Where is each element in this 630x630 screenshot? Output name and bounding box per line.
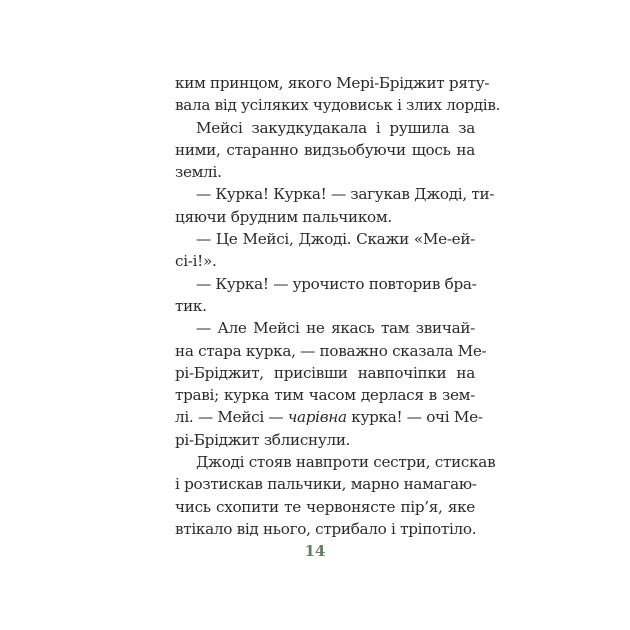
- text-line: вала від усіляких чудовиськ і злих лордів.: [175, 96, 501, 115]
- text-line: цяючи брудним пальчиком.: [175, 207, 392, 226]
- text-line: рі-Бріджит, присівши навпочіпки на: [175, 363, 475, 382]
- text-line: і розтискав пальчики, марно намагаю-: [175, 475, 477, 494]
- text-line: [175, 406, 483, 428]
- text-line: Джоді стояв навпроти сестри, стискав: [196, 453, 496, 472]
- text-line: траві; курка тим часом дерлася в зем-: [175, 386, 475, 405]
- text-line: тик.: [175, 296, 207, 315]
- page-body: [175, 72, 501, 540]
- text-segment: курка! — очі Ме-: [346, 408, 483, 427]
- text-line: — Це Мейсі, Джоді. Скажи «Ме-ей-: [196, 230, 475, 249]
- text-line: — Курка! Курка! — загукав Джоді, ти-: [196, 185, 495, 204]
- text-line: ними, старанно видзьобуючи щось на: [175, 140, 475, 159]
- text-line: сі-і!».: [175, 252, 217, 271]
- text-line: втікало від нього, стрибало і тріпотіло.: [175, 519, 477, 538]
- text-line: чись схопити те червонясте пір’я, яке: [175, 497, 475, 516]
- italic-word: чарівна: [287, 408, 347, 427]
- text-line: на стара курка, — поважно сказала Ме-: [175, 341, 487, 360]
- text-line: рі-Бріджит зблиснули.: [175, 430, 351, 449]
- text-line: землі.: [175, 163, 222, 182]
- text-line: — Курка! — урочисто повторив бра-: [196, 274, 477, 293]
- text-segment: лі. — Мейсі —: [175, 408, 288, 427]
- text-line: Мейсі закудкудакала і рушила за: [196, 118, 475, 137]
- text-line: — Але Мейсі не якась там звичай-: [196, 319, 475, 338]
- page-number: 14: [304, 542, 326, 560]
- text-line: ким принцом, якого Мері-Бріджит ряту-: [175, 74, 490, 92]
